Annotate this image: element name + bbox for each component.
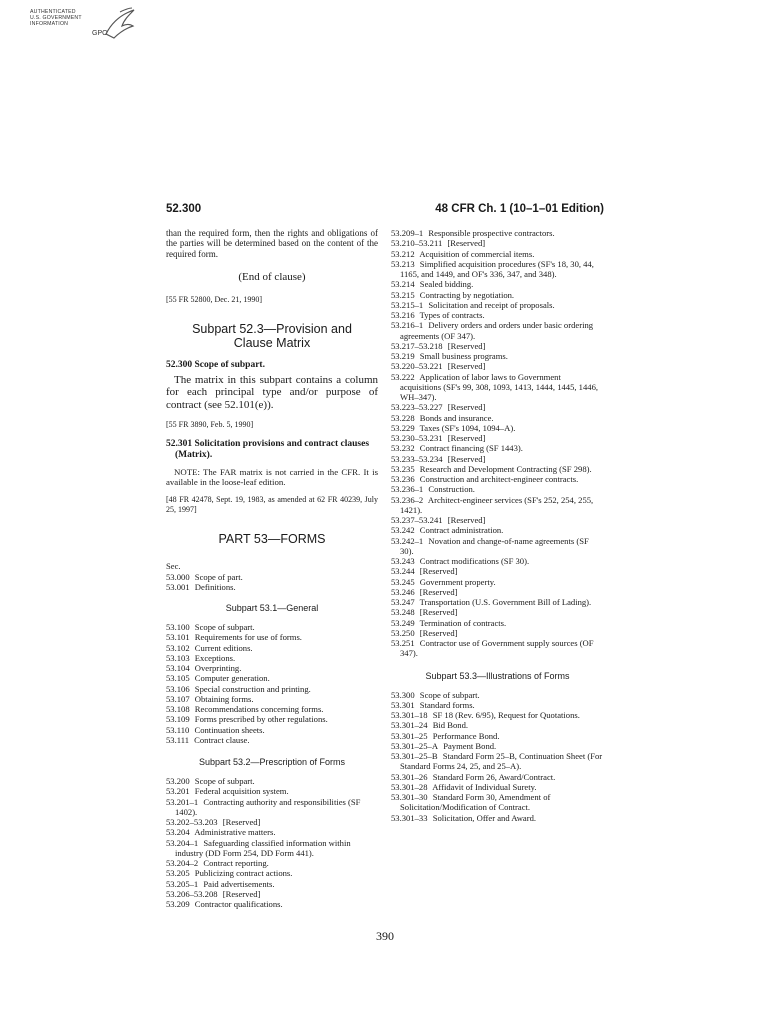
toc-item: 53.249 Termination of contracts.	[391, 617, 507, 628]
toc-item: 53.301–24 Bid Bond.	[391, 720, 469, 731]
toc-item: 53.247 Transportation (U.S. Government Bill of Lading).	[391, 597, 592, 607]
subpart-heading: Subpart 53.3—Illustrations of Forms	[425, 670, 570, 681]
toc-item: 53.206–53.208 [Reserved]	[166, 888, 261, 899]
toc-item: 53.228 Bonds and insurance.	[391, 412, 494, 423]
eagle-icon	[100, 4, 140, 44]
toc-item: 53.209–1 Responsible prospective contractors.	[391, 228, 555, 238]
end-of-clause: (End of clause)	[238, 271, 306, 284]
toc-item: 53.000 Scope of part.	[166, 571, 243, 582]
continued-text: than the required form, then the rights and obligations of the parties will be determined based on the content of the required form.	[166, 228, 378, 259]
toc-item: 53.301–25 Performance Bond.	[391, 730, 500, 741]
toc-item: 53.201 Federal acquisition system.	[166, 786, 289, 797]
sec-label: Sec.	[166, 561, 181, 572]
toc-item: 53.215–1 Solicitation and receipt of proposals.	[391, 299, 555, 310]
toc-item: 53.236–2 Architect-engineer services (SF's 252, 254, 255, 1421).	[391, 494, 594, 515]
toc-list	[166, 622, 378, 745]
logo-line-3: INFORMATION	[30, 21, 69, 27]
subpart-heading: Subpart 53.1—General	[225, 603, 319, 614]
toc-item: 53.102 Current editions.	[166, 642, 253, 653]
subpart-heading: Subpart 53.2—Prescription of Forms	[198, 757, 346, 768]
toc-item: 53.001 Definitions.	[166, 581, 236, 592]
toc-item: 53.233–53.234 [Reserved]	[391, 453, 486, 464]
citation: [48 FR 42478, Sept. 19, 1983, as amended at 62 FR 40239, July 25, 1997]	[166, 495, 378, 515]
section-heading: 52.301 Solicitation provisions and contract clauses (Matrix).	[166, 438, 370, 460]
toc-item: 53.244 [Reserved]	[391, 566, 458, 577]
toc-item: 53.108 Recommendations concerning forms.	[166, 704, 324, 715]
left-column	[166, 228, 378, 909]
toc-item: 53.215 Contracting by negotiation.	[391, 289, 515, 300]
page-number: 390	[376, 929, 394, 943]
toc-item: 53.209 Contractor qualifications.	[166, 899, 283, 910]
toc-item: 53.300 Scope of subpart.	[391, 689, 480, 700]
part-title: PART 53—FORMS	[218, 532, 326, 547]
toc-item: 53.246 [Reserved]	[391, 586, 458, 597]
toc-item: 53.101 Requirements for use of forms.	[166, 632, 302, 643]
toc-item: 53.213 Simplified acquisition procedures (SF's 18, 30, 44, 1165, and 1449, and OF's 336, 347, and 348).	[391, 258, 594, 279]
toc-item: 53.243 Contract modifications (SF 30).	[391, 556, 530, 566]
toc-item: 53.212 Acquisition of commercial items.	[391, 248, 535, 259]
header-title: 48 CFR Ch. 1 (10–1–01 Edition)	[435, 203, 604, 215]
toc-item: 53.217–53.218 [Reserved]	[391, 340, 486, 351]
logo-line-1: AUTHENTICATED	[30, 9, 76, 15]
toc-item: 53.103 Exceptions.	[166, 652, 236, 663]
toc-item: 53.105 Computer generation.	[166, 673, 270, 684]
toc-item: 53.250 [Reserved]	[391, 627, 458, 638]
toc-item: 53.214 Sealed bidding.	[391, 279, 474, 290]
toc-item: 53.235 Research and Development Contracting (SF 298).	[391, 463, 592, 474]
logo-gpo-text: GPO	[92, 30, 108, 37]
header-section-number: 52.300	[166, 203, 202, 215]
toc-item: 53.223–53.227 [Reserved]	[391, 402, 486, 413]
toc-item: 53.242 Contract administration.	[391, 525, 504, 536]
toc-item: 53.205–1 Paid advertisements.	[166, 878, 275, 889]
citation: [55 FR 52800, Dec. 21, 1990]	[166, 294, 262, 304]
toc-item: 53.100 Scope of subpart.	[166, 622, 255, 633]
toc-item: 53.301–25–B Standard Form 25–B, Continuation Sheet (For Standard Forms 24, 25, and 25–A).	[391, 751, 603, 772]
toc-item: 53.220–53.221 [Reserved]	[391, 361, 486, 372]
toc-item: 53.242–1 Novation and change-of-name agreements (SF 30).	[391, 535, 589, 556]
toc-item: 53.200 Scope of subpart.	[166, 776, 255, 787]
right-column	[391, 228, 604, 823]
toc-item: 53.109 Forms prescribed by other regulations.	[166, 714, 328, 725]
toc-item: 53.245 Government property.	[391, 576, 496, 587]
toc-item: 53.301–33 Solicitation, Offer and Award.	[391, 812, 537, 823]
subpart-title-line-1: Subpart 52.3—Provision and	[192, 321, 352, 336]
toc-item: 53.219 Small business programs.	[391, 351, 508, 361]
subpart-title-line-2: Clause Matrix	[233, 335, 311, 350]
toc-item: 53.301–18 SF 18 (Rev. 6/95), Request for Quotations.	[391, 710, 580, 720]
toc-item: 53.216–1 Delivery orders and orders under basic ordering agreements (OF 347).	[391, 320, 594, 341]
toc-item: 53.301–28 Affidavit of Individual Surety.	[391, 781, 537, 792]
toc-item: 53.232 Contract financing (SF 1443).	[391, 443, 523, 454]
toc-item: 53.204 Administrative matters.	[166, 827, 276, 838]
toc-item: 53.229 Taxes (SF's 1094, 1094–A).	[391, 422, 516, 433]
toc-item: 53.201–1 Contracting authority and responsibilities (SF 1402).	[166, 796, 361, 817]
toc-item: 53.204–1 Safeguarding classified information within industry (DD Form 254, DD Form 441).	[166, 837, 351, 858]
toc-item: 53.251 Contractor use of Government supply sources (OF 347).	[391, 638, 594, 659]
toc-item: 53.104 Overprinting.	[166, 663, 242, 674]
toc-list	[166, 572, 378, 593]
toc-list	[391, 690, 604, 823]
toc-item: 53.301–26 Standard Form 26, Award/Contract.	[391, 771, 556, 782]
note-text: NOTE: The FAR matrix is not carried in the CFR. It is available in the loose-leaf edition.	[166, 466, 378, 487]
toc-item: 53.230–53.231 [Reserved]	[391, 433, 486, 443]
toc-item: 53.237–53.241 [Reserved]	[391, 515, 486, 525]
toc-item: 53.210–53.211 [Reserved]	[391, 238, 486, 249]
section-heading: 52.300 Scope of subpart.	[166, 359, 265, 370]
toc-item: 53.236–1 Construction.	[391, 484, 475, 495]
subpart-heading	[166, 322, 378, 350]
toc-item: 53.205 Publicizing contract actions.	[166, 868, 293, 879]
toc-item: 53.301–30 Standard Form 30, Amendment of Solicitation/Modification of Contract.	[391, 792, 551, 813]
toc-item: 53.111 Contract clause.	[166, 734, 250, 745]
toc-item: 53.106 Special construction and printing.	[166, 683, 311, 694]
toc-item: 53.301 Standard forms.	[391, 699, 475, 710]
citation: [55 FR 3890, Feb. 5, 1990]	[166, 419, 254, 429]
toc-item: 53.110 Continuation sheets.	[166, 724, 265, 735]
logo-line-2: U.S. GOVERNMENT	[30, 15, 82, 21]
toc-item: 53.236 Construction and architect-engineer contracts.	[391, 474, 579, 484]
toc-list	[166, 776, 378, 909]
running-header	[166, 203, 604, 219]
gpo-authentication-logo	[30, 4, 142, 48]
toc-item: 53.204–2 Contract reporting.	[166, 858, 269, 869]
toc-item: 53.248 [Reserved]	[391, 607, 458, 618]
section-text: The matrix in this subpart contains a column for each principal type and/or purpose of contract (see 52.101(e)).	[166, 373, 378, 411]
toc-item: 53.107 Obtaining forms.	[166, 693, 254, 704]
toc-item: 53.301–25–A Payment Bond.	[391, 740, 497, 751]
toc-item: 53.222 Application of labor laws to Government acquisitions (SF's 99, 308, 1093, 1413, 1444, 1445, 1446, WH–347).	[391, 371, 599, 402]
toc-item: 53.202–53.203 [Reserved]	[166, 817, 261, 828]
toc-list	[391, 228, 604, 659]
toc-item: 53.216 Types of contracts.	[391, 310, 485, 320]
